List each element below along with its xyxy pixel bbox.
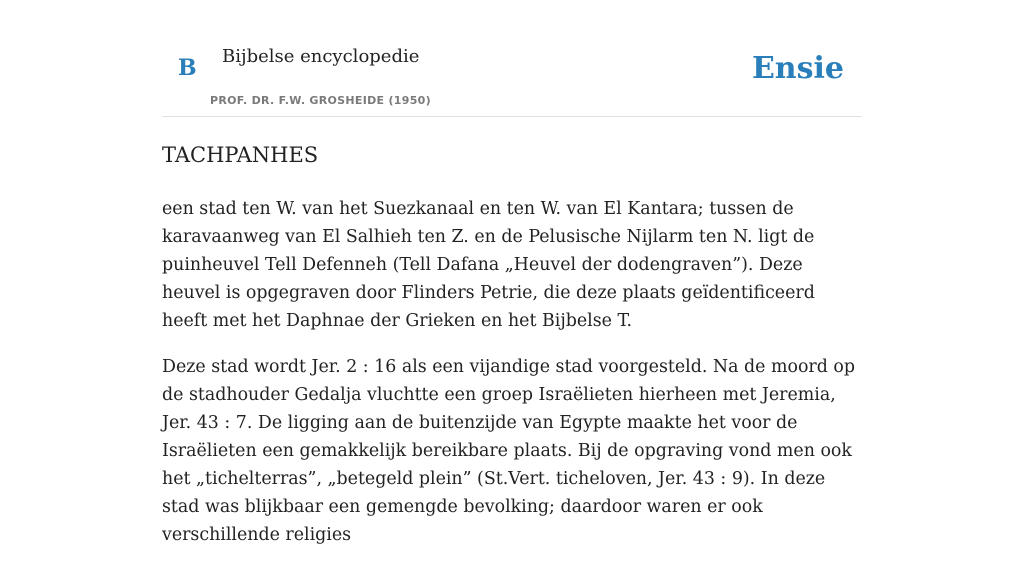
book-letter-icon[interactable]: B [178, 55, 197, 81]
brand-logo[interactable]: Ensie [751, 51, 844, 86]
article-paragraph: Deze stad wordt Jer. 2 : 16 als een vijandige stad voorgesteld. Na de moord op de stadhouder Gedalja vluchtte een groep Israëlieten hierheen met Jeremia, Jer. 43 : 7. De ligging aan de buitenzijde van Egypte maakte het voor de Israëlieten een gemakkelijk bereikbare plaats. Bij de opgraving vond men ook het „tichelterras”, „betegeld plein” (St.Vert. ticheloven, Jer. 43 : 9). In deze stad was blijkbaar een gemengde bevolking; daardoor waren er ook verschillende religies [162, 357, 855, 545]
book-title[interactable]: Bijbelse encyclopedie [222, 46, 420, 67]
book-author: PROF. DR. F.W. GROSHEIDE (1950) [210, 94, 431, 107]
article-paragraph: een stad ten W. van het Suezkanaal en ten W. van El Kantara; tussen de karavaanweg van El Salhieh ten Z. en de Pelusische Nijlarm ten N. ligt de puinheuvel Tell Defenneh (Tell Dafana „Heuvel der dodengraven”). Deze heuvel is opgegraven door Flinders Petrie, die deze plaats geïdentificeerd heeft met het Daphnae der Grieken en het Bijbelse T. [162, 199, 815, 331]
page-header [162, 0, 862, 117]
article-title: TACHPANHES [162, 143, 319, 167]
article [162, 140, 862, 567]
